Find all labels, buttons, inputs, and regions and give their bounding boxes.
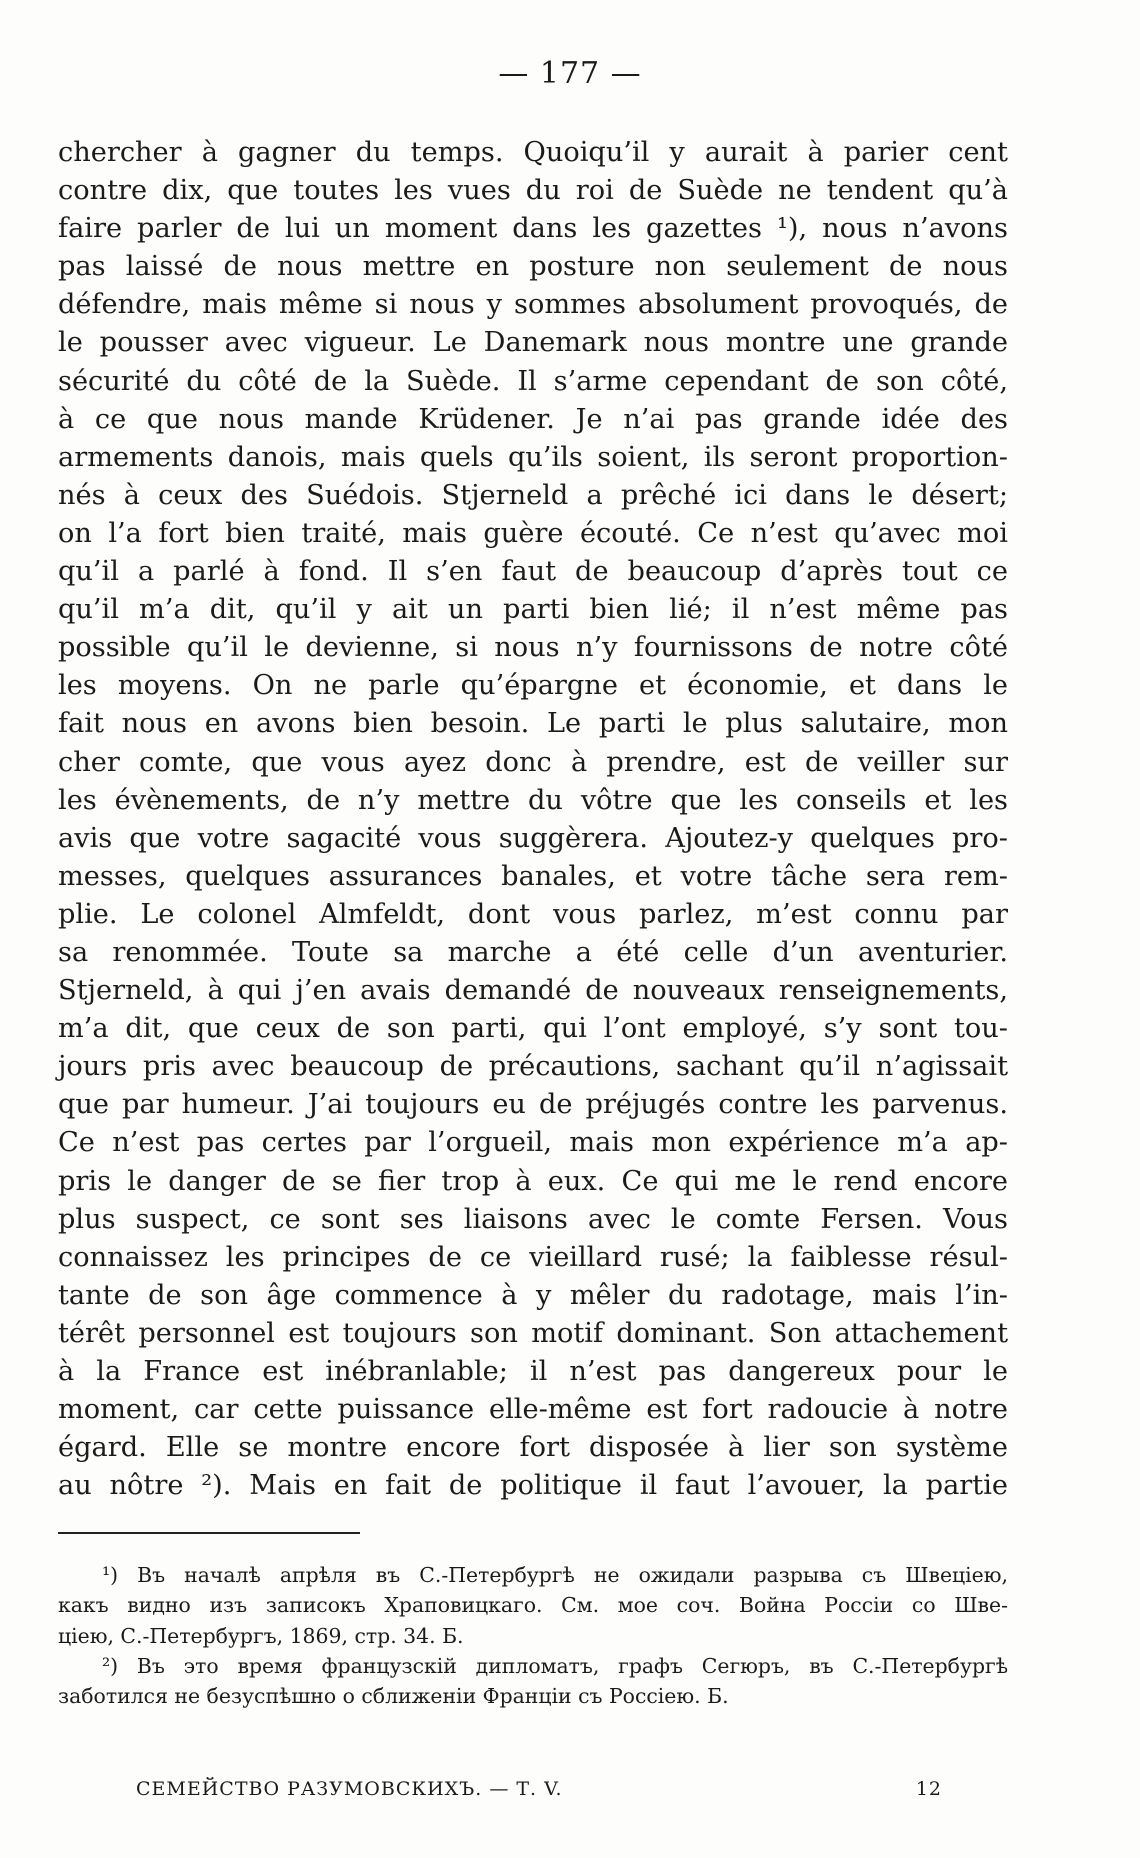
footnote-1-line: ¹) Въ началѣ апрѣля въ С.-Петербургѣ не ожидали разрыва съ Швецiею,: [102, 1563, 1008, 1587]
text-line: nés à ceux des Suédois. Stjerneld a prêché ici dans le désert;: [58, 479, 1008, 511]
text-line: jours pris avec beaucoup de précautions, sachant qu’il n’agissait: [58, 1051, 1008, 1083]
text-line: on l’a fort bien traité, mais guère écouté. Ce n’est qu’avec moi: [58, 517, 1008, 549]
text-line: les évènements, de n’y mettre du vôtre que les conseils et les: [58, 784, 1008, 816]
text-line: à la France est inébranlable; il n’est pas dangereux pour le: [58, 1356, 1008, 1387]
text-line: messes, quelques assurances banales, et votre tâche sera rem-: [58, 860, 1008, 892]
signature-title: СЕМЕЙСТВО РАЗУМОВСКИХЪ. — Т. V.: [136, 1778, 563, 1800]
text-line: défendre, mais même si nous y sommes absolument provoqués, de: [58, 289, 1008, 321]
footnote-2-line: ²) Въ это время французскiй дипломатъ, графъ Сегюръ, въ С.-Петербургѣ: [102, 1653, 1008, 1678]
footnotes: [58, 1560, 1008, 1711]
text-line: sa renommée. Toute sa marche a été celle d’un aventurier.: [58, 936, 1008, 968]
footnote-separator: [58, 1532, 360, 1534]
footnote-1-line: какъ видно изъ записокъ Храповицкаго. См. мое соч. Война Россiи со Шве-: [58, 1593, 1008, 1618]
text-line: le pousser avec vigueur. Le Danemark nous montre une grande: [58, 327, 1008, 359]
text-line: plie. Le colonel Almfeldt, dont vous parlez, m’est connu par: [58, 898, 1008, 930]
text-line: sécurité du côté de la Suède. Il s’arme cependant de son côté,: [58, 365, 1008, 397]
sheet-number: 12: [915, 1778, 942, 1800]
printer-signature: [136, 1778, 942, 1800]
text-line: au nôtre ²). Mais en fait de politique il faut l’avouer, la partie: [58, 1470, 1008, 1502]
text-line: plus suspect, ce sont ses liaisons avec le comte Fersen. Vous: [58, 1203, 1008, 1235]
text-line: chercher à gagner du temps. Quoiqu’il y aurait à parier cent: [58, 137, 1008, 168]
text-line: m’a dit, que ceux de son parti, qui l’ont employé, s’y sont tou-: [58, 1013, 1008, 1045]
text-line: pris le danger de se fier trop à eux. Ce qui me le rend encore: [58, 1165, 1008, 1197]
text-line: moment, car cette puissance elle-même est fort radoucie à notre: [58, 1394, 1008, 1426]
text-line: avis que votre sagacité vous suggèrera. Ajoutez-y quelques pro-: [58, 822, 1008, 854]
main-text: [58, 134, 1008, 1505]
text-line: pas laissé de nous mettre en posture non seulement de nous: [58, 251, 1008, 283]
text-line: égard. Elle se montre encore fort disposée à lier son système: [58, 1432, 1008, 1464]
text-line: que par humeur. J’ai toujours eu de préjugés contre les parvenus.: [58, 1089, 1008, 1121]
text-line: Stjerneld, à qui j’en avais demandé de nouveaux renseignements,: [58, 975, 1008, 1007]
text-line: fait nous en avons bien besoin. Le parti le plus salutaire, mon: [58, 708, 1008, 740]
text-line: possible qu’il le devienne, si nous n’y fournissons de notre côté: [58, 632, 1008, 664]
text-line: faire parler de lui un moment dans les gazettes ¹), nous n’avons: [58, 213, 1008, 245]
text-line: Ce n’est pas certes par l’orgueil, mais mon expérience m’a ap-: [58, 1127, 1008, 1159]
text-line: térêt personnel est toujours son motif dominant. Son attachement: [58, 1317, 1008, 1349]
text-line: contre dix, que toutes les vues du roi de Suède ne tendent qu’à: [58, 175, 1008, 207]
footnote-1-line: цiею, С.-Петербургъ, 1869, стр. 34. Б.: [58, 1623, 464, 1648]
text-line: armements danois, mais quels qu’ils soient, ils seront proportion-: [58, 441, 1008, 473]
text-line: les moyens. On ne parle qu’épargne et économie, et dans le: [58, 670, 1008, 702]
text-line: à ce que nous mande Krüdener. Je n’ai pas grande idée des: [58, 403, 1008, 435]
text-line: qu’il m’a dit, qu’il y ait un parti bien lié; il n’est même pas: [58, 594, 1008, 626]
text-line: connaissez les principes de ce vieillard rusé; la faiblesse résul-: [58, 1241, 1008, 1273]
text-line: cher comte, que vous ayez donc à prendre, est de veiller sur: [58, 746, 1008, 778]
page-number: — 177 —: [498, 56, 642, 91]
text-line: tante de son âge commence à y mêler du radotage, mais l’in-: [58, 1279, 1008, 1311]
footnote-2-line: заботился не безуспѣшно о сближенiи Францiи съ Россiею. Б.: [58, 1684, 729, 1709]
text-line: qu’il a parlé à fond. Il s’en faut de beaucoup d’après tout ce: [58, 556, 1008, 588]
